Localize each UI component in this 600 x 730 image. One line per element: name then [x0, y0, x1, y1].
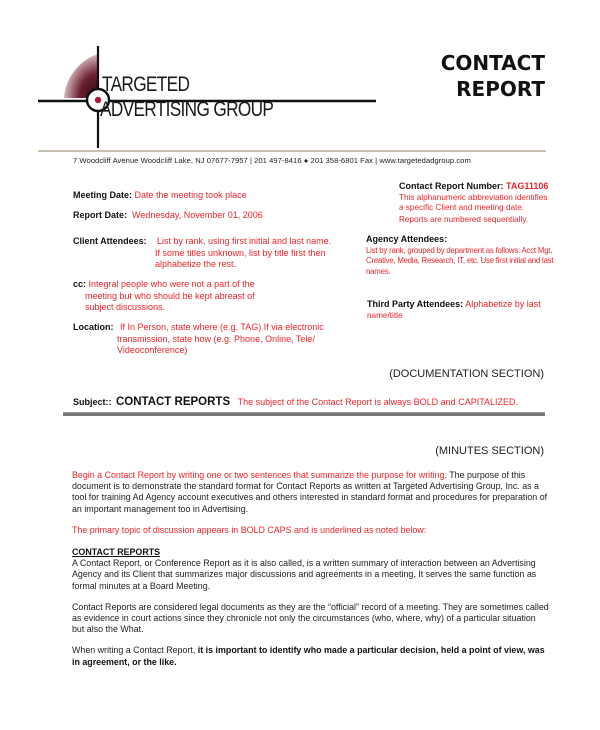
document-title: [441, 50, 545, 102]
intro-paragraph: [72, 470, 550, 515]
location-value: [117, 322, 324, 357]
topic-instruction: The primary topic of discussion appears in BOLD CAPS and is underlined as noted below:: [72, 524, 427, 535]
agency-attendees-label: Agency Attendees:: [366, 234, 448, 244]
agency-attendees-field: [366, 234, 553, 277]
logo-text-line2: ADVERTISING GROUP: [100, 98, 274, 121]
cc-label: cc:: [73, 279, 87, 289]
third-party-attendees-field: [367, 299, 541, 321]
subject-note: The subject of the Contact Report is always BOLD and CAPITALIZED.: [237, 397, 519, 407]
location-line1: If In Person, state where (e.g. TAG) If via electronic: [120, 322, 324, 332]
topic-heading: CONTACT REPORTS: [72, 547, 161, 558]
client-attendees-line1: List by rank, using first initial and last name.: [157, 236, 332, 246]
writing-tip-emphasis: it is important to identify who made a particular decision, held a point of view, was in agreement, or the like.: [72, 645, 545, 667]
title-line2: REPORT: [456, 77, 545, 101]
client-attendees-line3: alphabetize the rest.: [155, 259, 237, 269]
report-date-label: Report Date:: [73, 210, 128, 220]
cc-line3: subject discussions.: [85, 302, 166, 312]
third-party-attendees-label: Third Party Attendees:: [367, 299, 464, 309]
intro-text: The purpose of this document is to demonstrate the standard format for Contact Reports as written at Targeted Advertising Group, Inc. as a tool for training Ad Agency account executives and others interested in standard format and procedures for preparation of an important management too in Advertising.: [72, 470, 548, 514]
writing-tip-text: When writing a Contact Report,: [72, 645, 198, 656]
report-date-value: Wednesday, November 01, 2006: [132, 210, 263, 220]
contact-report-number-note1: This alphanumeric abbreviation identifies: [399, 192, 548, 202]
meeting-date-value: Date the meeting took place: [134, 190, 247, 200]
client-attendees-line2: If some titles unknown, list by title first then: [155, 247, 326, 258]
meeting-date-label: Meeting Date:: [73, 190, 133, 200]
contact-report-number-field: [399, 181, 548, 225]
agency-attendees-line3: names.: [366, 266, 391, 276]
report-date-field: [73, 210, 263, 222]
company-address: 7 Woodcliff Avenue Woodcliff Lake, NJ 07677-7957 | 201 497-8416 ● 201 358-6801 Fax | www.targetedadgroup.com: [73, 156, 471, 165]
documentation-section-heading: (DOCUMENTATION SECTION): [389, 368, 544, 380]
contact-report-number-note2: a specific Client and meeting date.: [399, 203, 525, 212]
header-divider: [38, 150, 546, 152]
definition-paragraph: A Contact Report, or Conference Report as it is also called, is a written summary of interaction between an Advertising Agency and its Client that summarizes major discussions and agreements in a meeting. It serves the same function as formal minutes at a Board Meeting.: [72, 558, 537, 591]
intro-instruction: Begin a Contact Report by writing one or two sentences that summarize the purpose for writing.: [72, 470, 447, 480]
subject-value: CONTACT REPORTS: [115, 396, 231, 408]
client-attendees-label: Client Attendees:: [73, 236, 147, 246]
location-label: Location:: [73, 322, 114, 332]
client-attendees-field: [73, 236, 147, 248]
third-party-attendees-line1: Alphabetize by last: [465, 299, 541, 309]
agency-attendees-line2: Creative, Media, Research, IT, etc. Use first initial and last: [366, 256, 554, 265]
writing-tip-paragraph: [72, 645, 550, 667]
logo-text-line1: TARGETED: [102, 73, 190, 96]
location-field: [73, 322, 114, 334]
agency-attendees-line1: List by rank, grouped by department as follows: Acct Mgt,: [366, 245, 553, 255]
section-divider: [63, 412, 545, 416]
contact-report-number-label: Contact Report Number:: [399, 181, 504, 191]
contact-report-number-note3: Reports are numbered sequentially.: [399, 214, 529, 224]
client-attendees-value: [157, 236, 331, 271]
location-line3: Videoconference): [117, 345, 188, 355]
subject-field: [73, 392, 518, 410]
title-line1: CONTACT: [440, 51, 545, 75]
contact-report-number-value: TAG11106: [506, 181, 549, 191]
subject-label: Subject::: [73, 397, 112, 407]
cc-line2: meeting but who should be kept abreast of: [85, 290, 255, 301]
third-party-attendees-line2: name/title: [367, 310, 403, 320]
cc-field: [73, 279, 255, 314]
location-line2: transmission, state how (e.g. Phone, Online, Tele/: [117, 333, 315, 344]
minutes-body: [72, 470, 550, 668]
minutes-section-heading: (MINUTES SECTION): [435, 445, 544, 457]
meeting-date-field: [73, 190, 247, 202]
legal-paragraph: Contact Reports are considered legal documents as they are the “official” record of a meeting. They are sometimes called as evidence in court actions since they chronicle not only the circumstances (who, where, why) of a particular situation but also the What.: [72, 601, 549, 635]
cc-line1: Integral people who were not a part of the: [88, 279, 255, 289]
